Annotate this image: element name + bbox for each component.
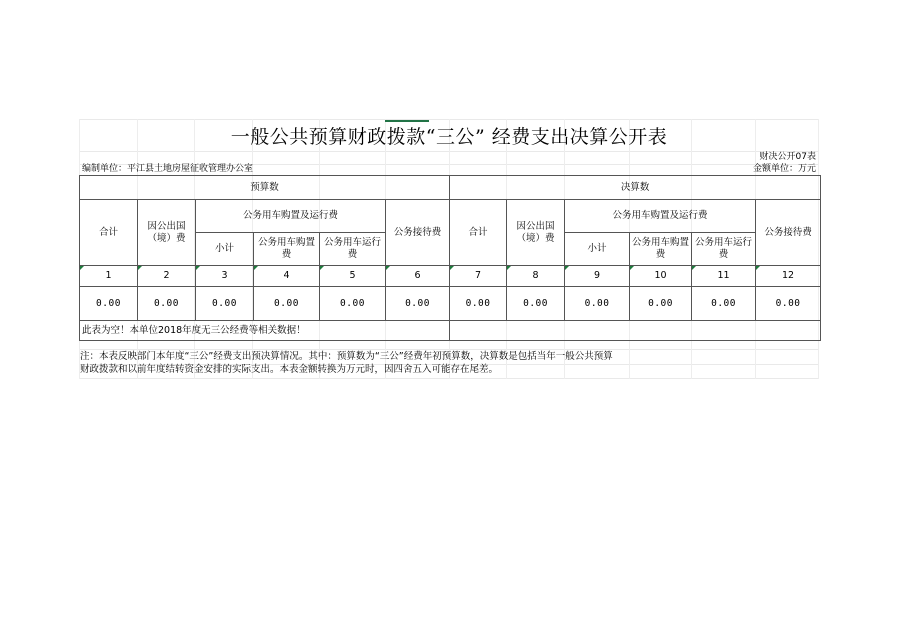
final-header: 决算数 [450, 176, 821, 200]
budget-subtotal-header: 小计 [196, 233, 254, 266]
column-index-cell: 3 [196, 266, 254, 287]
empty-cell [450, 321, 821, 341]
amount-unit: 金额单位：万元 [752, 164, 816, 174]
budget-header: 预算数 [80, 176, 450, 200]
value-cell: 0.00 [320, 287, 386, 321]
footnote-line-2: 财政拨款和以前年度结转资金安排的实际支出。本表金额转换为万元时，因四舍五入可能存在尾差。 [80, 364, 499, 375]
value-cell: 0.00 [692, 287, 756, 321]
final-subtotal-header: 小计 [565, 233, 630, 266]
budget-purchase-header: 公务用车购置费 [254, 233, 320, 266]
value-cell: 0.00 [630, 287, 692, 321]
column-index-cell: 9 [565, 266, 630, 287]
column-index-cell: 1 [80, 266, 138, 287]
value-cell: 0.00 [756, 287, 821, 321]
budget-abroad-header: 因公出国（境）费 [138, 200, 196, 266]
column-index-cell: 8 [507, 266, 565, 287]
budget-reception-header: 公务接待费 [386, 200, 450, 266]
budget-vehicle-group-header: 公务用车购置及运行费 [196, 200, 386, 233]
value-cell: 0.00 [507, 287, 565, 321]
final-reception-header: 公务接待费 [756, 200, 821, 266]
value-cell: 0.00 [565, 287, 630, 321]
footnote-line-1: 注：本表反映部门本年度“三公”经费支出预决算情况。其中：预算数为“三公”经费年初预算数，决算数是包括当年一般公共预算 [80, 351, 613, 362]
budget-total-header: 合计 [80, 200, 138, 266]
column-index-cell: 10 [630, 266, 692, 287]
column-index-cell: 2 [138, 266, 196, 287]
value-cell: 0.00 [386, 287, 450, 321]
value-cell: 0.00 [138, 287, 196, 321]
final-abroad-header: 因公出国（境）费 [507, 200, 565, 266]
footnote [80, 350, 800, 376]
value-cell: 0.00 [254, 287, 320, 321]
column-index-cell: 5 [320, 266, 386, 287]
column-index-cell: 7 [450, 266, 507, 287]
value-cell: 0.00 [80, 287, 138, 321]
final-total-header: 合计 [450, 200, 507, 266]
three-public-expenses-table [79, 175, 821, 341]
empty-table-message: 此表为空！本单位2018年度无三公经费等相关数据！ [80, 321, 450, 341]
budget-operation-header: 公务用车运行费 [320, 233, 386, 266]
final-operation-header: 公务用车运行费 [692, 233, 756, 266]
value-cell: 0.00 [196, 287, 254, 321]
reporting-unit: 编制单位：平江县土地房屋征收管理办公室 [82, 164, 254, 174]
column-index-cell: 6 [386, 266, 450, 287]
value-cell: 0.00 [450, 287, 507, 321]
column-index-cell: 12 [756, 266, 821, 287]
column-index-cell: 11 [692, 266, 756, 287]
report-title: 一般公共预算财政拨款“三公” 经费支出决算公开表 [230, 126, 668, 148]
form-number: 财决公开07表 [759, 152, 816, 162]
final-vehicle-group-header: 公务用车购置及运行费 [565, 200, 756, 233]
column-index-cell: 4 [254, 266, 320, 287]
final-purchase-header: 公务用车购置费 [630, 233, 692, 266]
